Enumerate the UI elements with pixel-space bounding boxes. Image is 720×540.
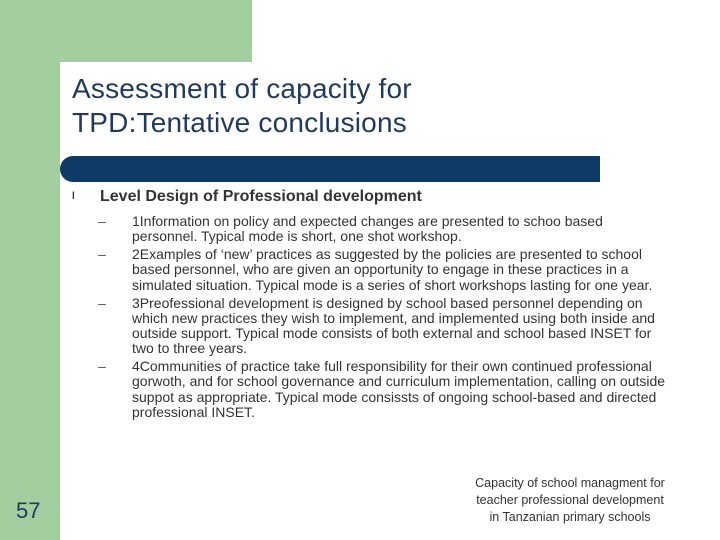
main-bullet-text: Level Design of Professional development <box>100 188 422 205</box>
green-side-band <box>0 0 60 540</box>
main-bullet <box>72 186 672 208</box>
sub-bullet-item <box>72 296 672 357</box>
footer-line-3: in Tanzanian primary schools <box>489 510 651 524</box>
dash-icon: – <box>98 294 106 311</box>
slide-title-line-2: TPD:Tentative conclusions <box>72 107 407 138</box>
bullet-icon: l <box>72 191 75 202</box>
page-number: 57 <box>16 498 41 523</box>
dash-icon: – <box>98 213 106 229</box>
sub-bullet-text: 2Examples of ‘new’ practices as suggested by the policies are presented to school based personnel, who are given an opportunity to engage in these practices in a simulated situation. Typical mode is a series of short workshops lasting for one year. <box>132 246 653 293</box>
footer-line-1: Capacity of school managment for <box>475 476 665 490</box>
sub-bullet-item <box>72 247 672 293</box>
dash-icon: – <box>98 246 106 263</box>
sub-bullet-text: 3Preofessional development is designed by school based personnel depending on which new practices they wish to implement, and implemented using both inside and outside support. Typical mode consists of both external and school based INSET for two to three years. <box>132 294 655 357</box>
sub-bullet-text: 1Information on policy and expected changes are presented to schoo based personnel. Typical mode is short, one shot workshop. <box>132 213 603 245</box>
slide-body <box>72 186 672 423</box>
title-divider-bar <box>60 156 600 182</box>
sub-bullet-text: 4Communities of practice take full responsibility for their own continued professional gorwoth, and for school governance and curriculum implementation, calling on outside suppot as appropriate. Typical mode consissts of ongoing school-based and directed professional INSET. <box>132 358 666 420</box>
slide-title <box>72 72 632 140</box>
dash-icon: – <box>98 358 106 375</box>
slide-title-line-1: Assessment of capacity for <box>72 73 412 104</box>
footer-caption <box>455 475 685 526</box>
sub-bullet-item <box>72 214 672 244</box>
sub-bullet-item <box>72 359 672 420</box>
green-top-band <box>60 0 252 62</box>
footer-line-2: teacher professional development <box>476 493 664 507</box>
sub-bullet-list <box>72 214 672 420</box>
